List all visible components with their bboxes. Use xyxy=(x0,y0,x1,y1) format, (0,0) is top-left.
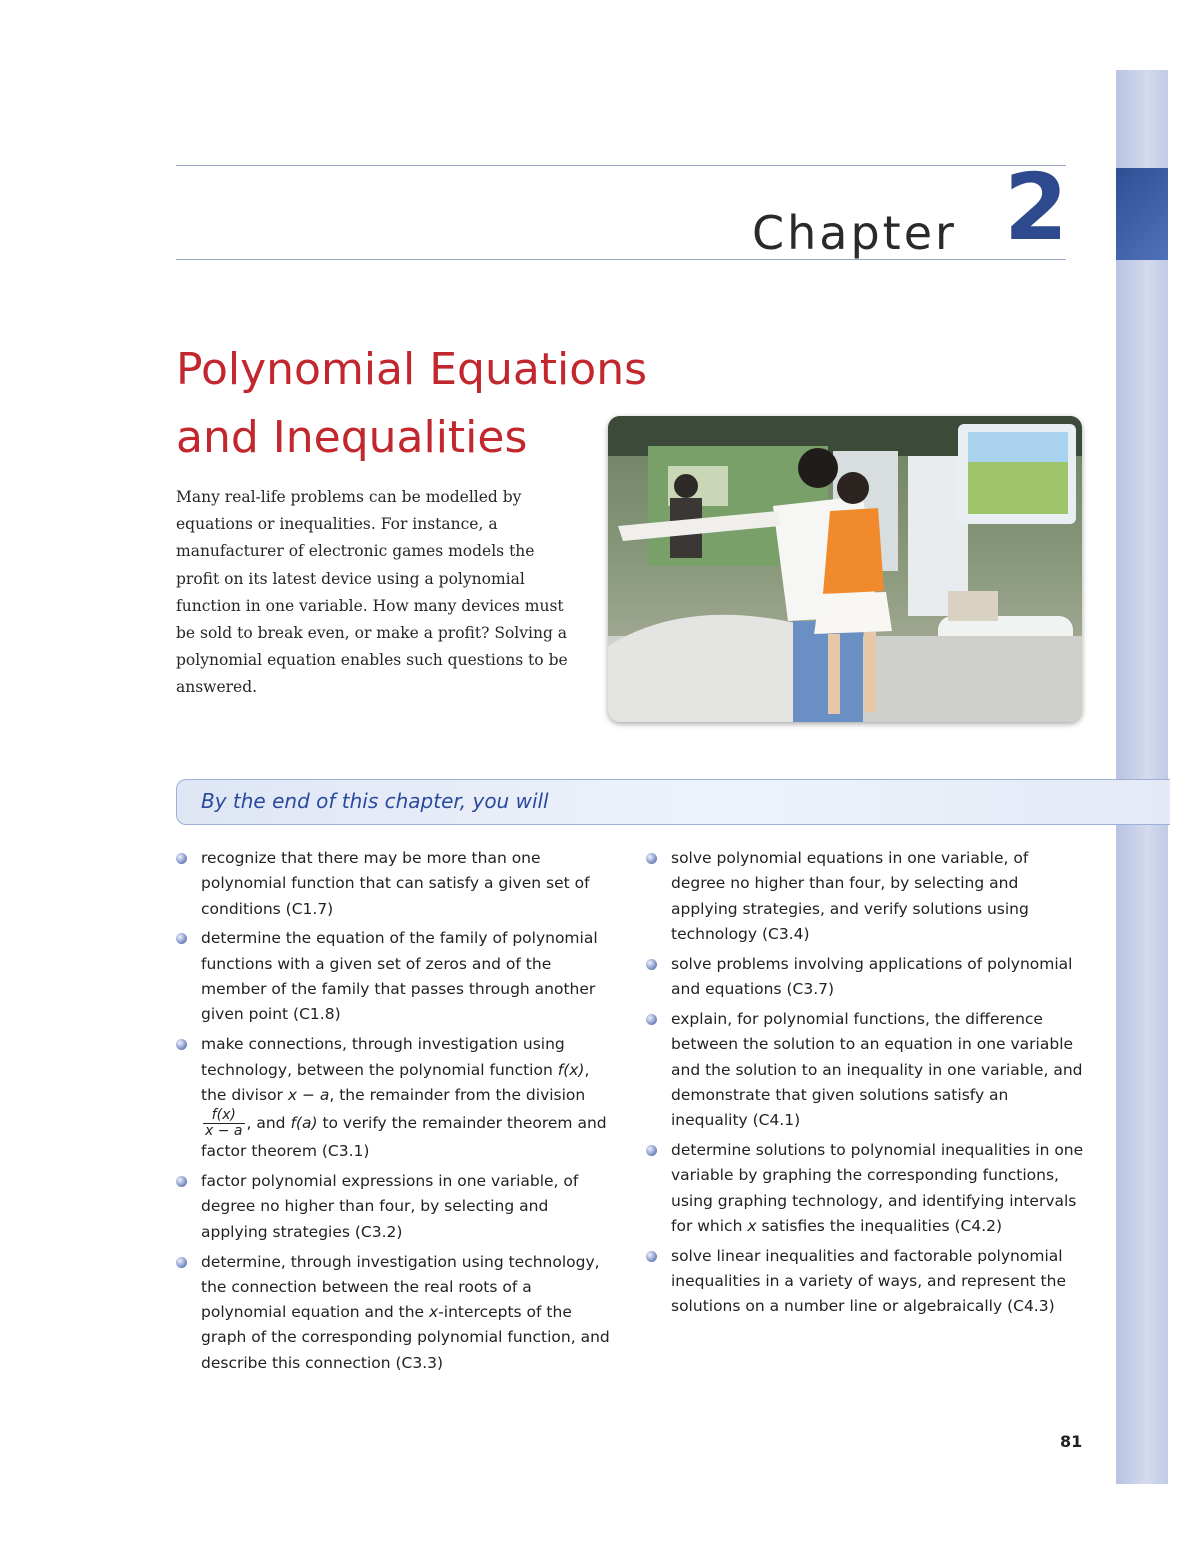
bullet-icon xyxy=(646,959,657,970)
chapter-edge-marker xyxy=(1116,168,1168,260)
list-item: solve polynomial equations in one variable, of degree no higher than four, by selecting and applying strategies, and verify solutions using technology (C3.4) xyxy=(646,846,1086,947)
list-item: solve linear inequalities and factorable polynomial inequalities in a variety of ways, and represent the solutions on a number line or algebraically (C4.3) xyxy=(646,1244,1086,1320)
bullet-icon xyxy=(646,1251,657,1262)
photo-illustration xyxy=(608,416,1082,722)
bullet-icon xyxy=(176,1176,187,1187)
chapter-label: Chapter xyxy=(752,206,957,260)
bullet-icon xyxy=(176,933,187,944)
page-edge-tab xyxy=(1116,70,1168,1484)
learning-goals-heading: By the end of this chapter, you will xyxy=(201,789,549,813)
page-number: 81 xyxy=(1060,1432,1083,1451)
chapter-number: 2 xyxy=(1004,154,1069,261)
chapter-photo xyxy=(608,416,1082,722)
list-item: determine solutions to polynomial inequalities in one variable by graphing the corresponding functions, using graphing technology, and identifying intervals for which x satisfies the inequalities (C4.2) xyxy=(646,1138,1086,1239)
bullet-icon xyxy=(176,1257,187,1268)
outcomes-list-right xyxy=(646,846,1086,1324)
list-item: recognize that there may be more than one polynomial function that can satisfy a given set of conditions (C1.7) xyxy=(176,846,616,922)
header-rule-top xyxy=(176,165,1066,166)
list-item: solve problems involving applications of polynomial and equations (C3.7) xyxy=(646,952,1086,1003)
list-item: make connections, through investigation using technology, between the polynomial function f(x), the divisor x − a, the remainder from the division $\frac{f(x)}{x - a}$ , and f(a) to verify the remainder theorem and factor theorem (C3.1) xyxy=(176,1032,616,1164)
intro-paragraph: Many real-life problems can be modelled by equations or inequalities. For instance, a manufacturer of electronic games models the profit on its latest device using a polynomial function in one variable. How many devices must be sold to break even, or make a profit? Solving a polynomial equation enables such questions to be answered. xyxy=(176,488,568,697)
bullet-icon xyxy=(176,1039,187,1050)
list-item: determine, through investigation using technology, the connection between the real roots of a polynomial equation and the x-intercepts of the graph of the corresponding polynomial function, and describe this connection (C3.3) xyxy=(176,1250,616,1376)
list-item: factor polynomial expressions in one variable, of degree no higher than four, by selecting and applying strategies (C3.2) xyxy=(176,1169,616,1245)
chapter-title-line-2: and Inequalities xyxy=(176,412,528,463)
chapter-title-line-1: Polynomial Equations xyxy=(176,344,648,395)
bullet-icon xyxy=(646,1014,657,1025)
fraction: $\frac{f(x)}{x - a}$ xyxy=(205,1107,243,1140)
learning-goals-banner xyxy=(176,779,1170,825)
outcomes-list-left xyxy=(176,846,616,1381)
bullet-icon xyxy=(646,1145,657,1156)
list-item: determine the equation of the family of polynomial functions with a given set of zeros and of the member of the family that passes through another given point (C1.8) xyxy=(176,926,616,1027)
bullet-icon xyxy=(646,853,657,864)
bullet-icon xyxy=(176,853,187,864)
list-item: explain, for polynomial functions, the difference between the solution to an equation in one variable and the solution to an inequality in one variable, and demonstrate that given solutions satisfy an inequality (C4.1) xyxy=(646,1007,1086,1133)
